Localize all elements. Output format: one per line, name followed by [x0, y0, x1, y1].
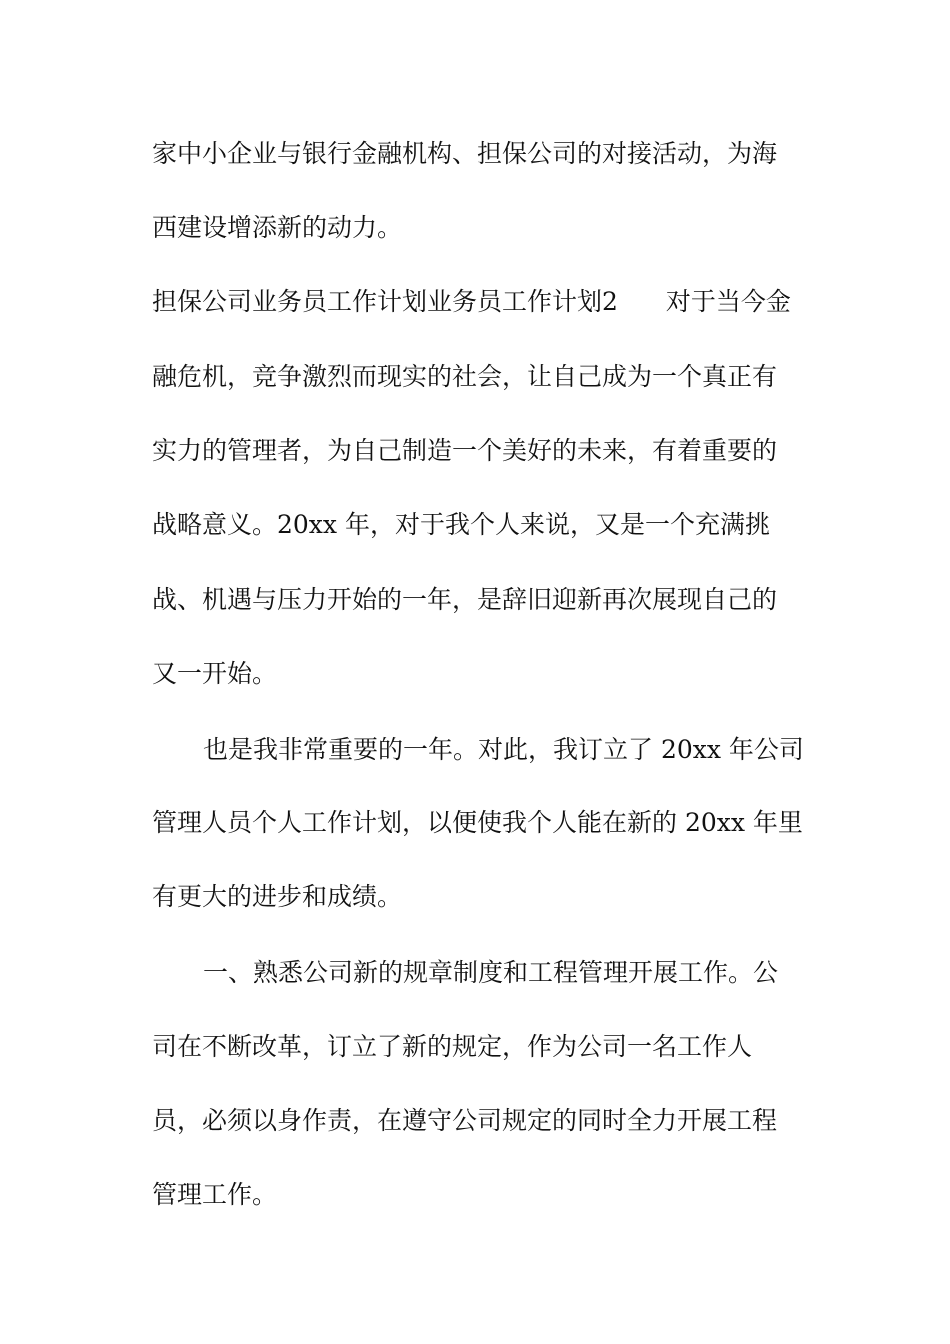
text-line: 西建设增添新的动力。	[152, 213, 403, 242]
text-line: 战、机遇与压力开始的一年，是辞旧迎新再次展现自己的	[152, 585, 778, 614]
text-line: 又一开始。	[152, 659, 278, 688]
text-line: 管理工作。	[152, 1180, 278, 1209]
section-heading: 担保公司业务员工作计划业务员工作计划2	[152, 287, 618, 316]
section-heading-line	[152, 282, 791, 322]
text-line: 融危机，竞争激烈而现实的社会，让自己成为一个真正有	[152, 362, 778, 391]
text-fragment: 对于当今金	[665, 287, 791, 316]
text-line: 实力的管理者，为自己制造一个美好的未来，有着重要的	[152, 436, 778, 465]
text-line: 家中小企业与银行金融机构、担保公司的对接活动，为海	[152, 139, 778, 168]
text-line: 员，必须以身作责，在遵守公司规定的同时全力开展工程	[152, 1106, 778, 1135]
paragraph-first-line: 也是我非常重要的一年。对此，我订立了 20xx 年公司	[203, 735, 804, 764]
text-line: 司在不断改革，订立了新的规定，作为公司一名工作人	[152, 1032, 753, 1061]
paragraph-first-line: 一、熟悉公司新的规章制度和工程管理开展工作。公	[203, 958, 779, 987]
text-line: 战略意义。20xx 年，对于我个人来说，又是一个充满挑	[152, 510, 770, 539]
text-line: 管理人员个人工作计划，以便使我个人能在新的 20xx 年里	[152, 808, 803, 837]
text-line: 有更大的进步和成绩。	[152, 882, 403, 911]
